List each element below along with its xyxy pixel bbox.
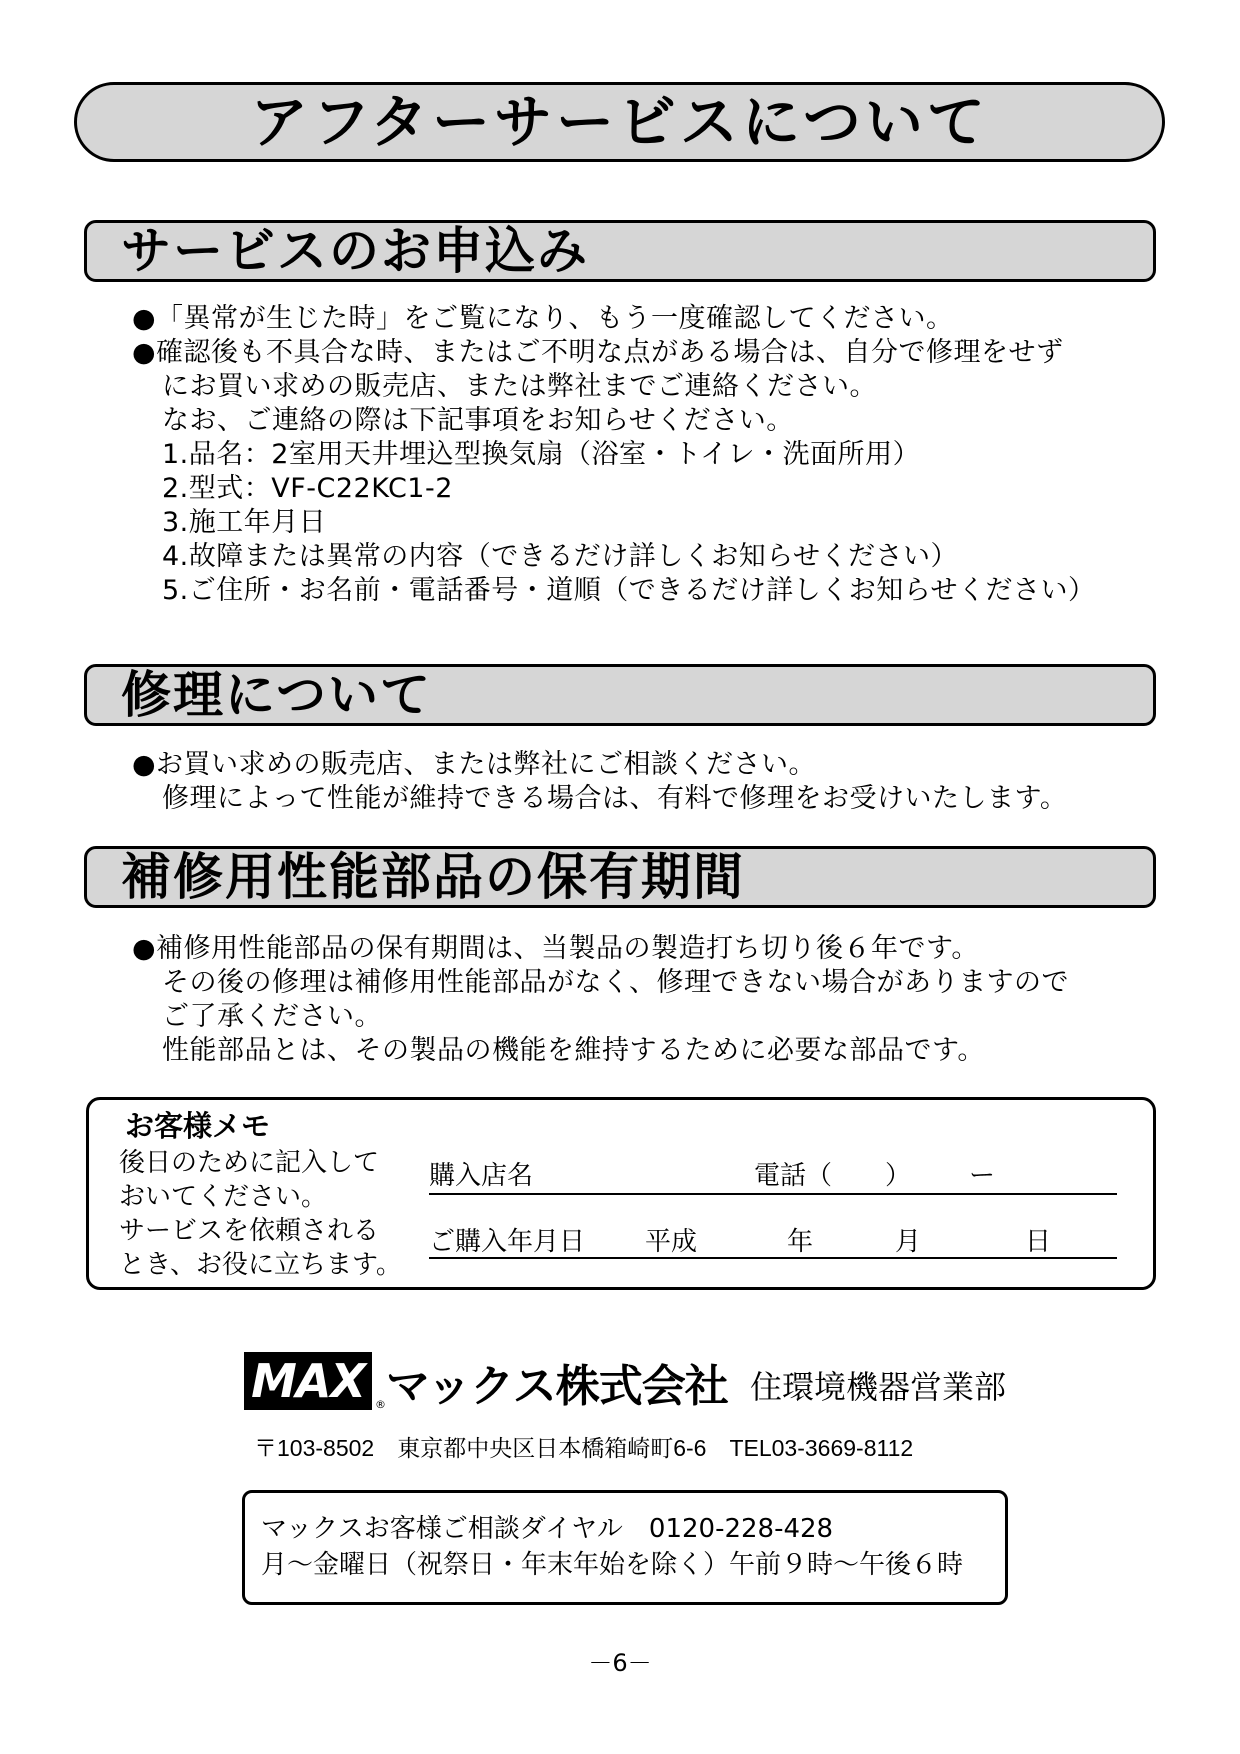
year-label: 年 [787,1227,814,1257]
bullet-line: ●「異常が生じた時」をご覧になり、もう一度確認してください。 [132,303,954,334]
memo-title: お客様メモ [125,1109,271,1143]
day-label: 日 [1025,1227,1052,1257]
memo-note [119,1146,402,1282]
page-title: アフターサービスについて [74,82,1165,162]
store-name-label: 購入店名 [429,1161,534,1191]
purchase-date-label: ご購入年月日 [429,1227,586,1257]
hotline-number: マックスお客様ご相談ダイヤル 0120-228-428 [261,1514,834,1544]
max-logo: MAX [244,1352,372,1410]
list-item-model: 2.型式：VF-C22KC1-2 [162,473,453,504]
customer-memo-box [86,1097,1156,1290]
text-line: なお、ご連絡の際は下記事項をお知らせください。 [162,405,794,436]
store-phone-write-line[interactable] [429,1193,1117,1195]
company-name: マックス株式会社 [386,1361,728,1412]
department-name: 住環境機器営業部 [750,1368,1007,1406]
section-heading-repair: 修理について [84,664,1156,726]
memo-note-line: おいてください。 [119,1182,328,1212]
phone-dash: ー [969,1161,996,1191]
hotline-hours: 月～金曜日（祝祭日・年末年始を除く）午前９時～午後６時 [261,1550,964,1580]
registered-mark: ® [375,1398,386,1411]
bullet-line: ●確認後も不具合な時、またはご不明な点がある場合は、自分で修理をせず [132,337,1064,368]
text-line: にお買い求めの販売店、または弊社までご連絡ください。 [162,371,877,402]
purchase-date-write-line[interactable] [429,1257,1117,1259]
list-item-install-date: 3.施工年月日 [162,507,327,538]
page-number: －6－ [588,1649,652,1677]
list-item-fault: 4.故障または異常の内容（できるだけ詳しくお知らせください） [162,541,958,572]
list-item-address: 5.ご住所・お名前・電話番号・道順（できるだけ詳しくお知らせください） [162,575,1096,606]
text-line: 修理によって性能が維持できる場合は、有料で修理をお受けいたします。 [162,783,1068,814]
list-item-product-name: 1.品名：2室用天井埋込型換気扇（浴室・トイレ・洗面所用） [162,439,921,470]
phone-label: 電話（ [754,1161,833,1191]
text-line: 性能部品とは、その製品の機能を維持するために必要な部品です。 [162,1035,985,1066]
memo-note-line: 後日のために記入して [119,1148,380,1178]
repair-text [132,748,1067,816]
phone-paren-close: ） [885,1161,912,1191]
memo-note-line: サービスを依頼される [119,1216,380,1246]
parts-retention-text [132,932,1069,1068]
era-label: 平成 [645,1227,698,1257]
section-heading-service-request: サービスのお申込み [84,220,1156,282]
text-line: その後の修理は補修用性能部品がなく、修理できない場合がありますので [162,967,1069,998]
customer-hotline-box [242,1490,1008,1605]
section-heading-parts-retention: 補修用性能部品の保有期間 [84,846,1156,908]
memo-note-line: とき、お役に立ちます。 [119,1250,402,1280]
month-label: 月 [895,1227,922,1257]
text-line: ご了承ください。 [162,1001,382,1032]
company-address: 〒103-8502 東京都中央区日本橋箱崎町6-6 TEL03-3669-8112 [254,1435,914,1461]
service-request-text [132,302,1095,608]
bullet-line: ●補修用性能部品の保有期間は、当製品の製造打ち切り後６年です。 [132,933,979,964]
bullet-line: ●お買い求めの販売店、または弊社にご相談ください。 [132,749,817,780]
